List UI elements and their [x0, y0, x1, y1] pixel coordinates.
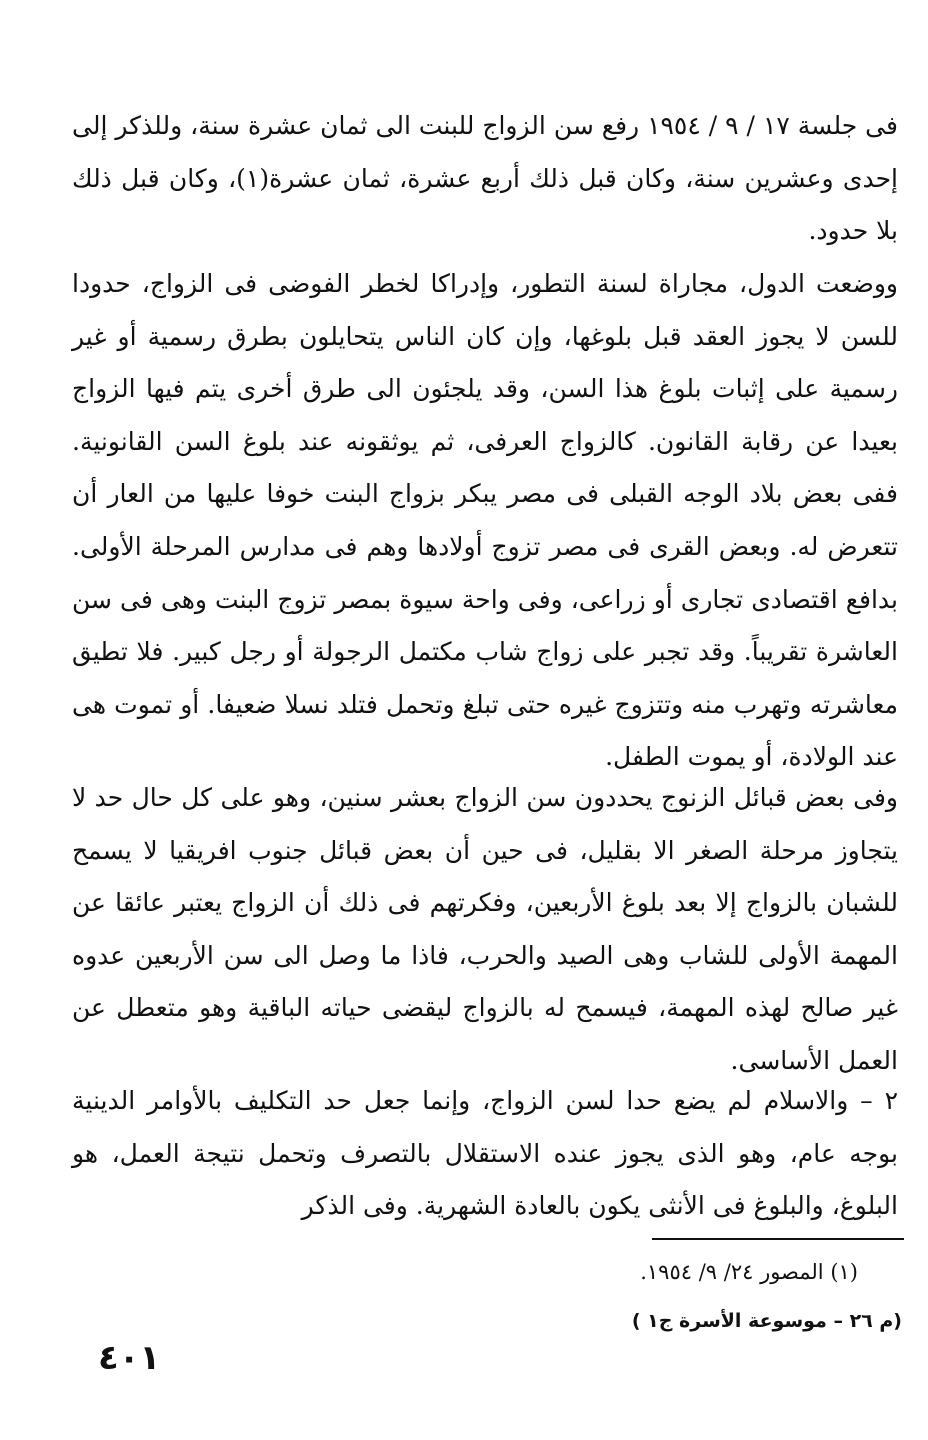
body-paragraph-3: وفى بعض قبائل الزنوج يحددون سن الزواج بعشر سنين، وهو على كل حال حد لا يتجاوز مرحلة الصغر الا بقليل، فى حين أن بعض قبائل جنوب افريقيا لا يسمح للشبان بالزواج إلا بعد بلوغ الأربعين، وفكرتهم فى ذلك أن الزواج يعتبر عائقا عن المهمة الأولى للشاب وهى الصيد والحرب، فاذا ما وصل الى سن الأربعين عدوه غير صالح لهذه المهمة، فيسمح له بالزواج ليقضى حياته الباقية وهو متعطل عن العمل الأساسى.: [72, 783, 898, 1075]
body-paragraph-1: فى جلسة ١٧ / ٩ / ١٩٥٤ رفع سن الزواج للبنت الى ثمان عشرة سنة، وللذكر إلى إحدى وعشرين سنة، وكان قبل ذلك أربع عشرة، ثمان عشرة(١)، وكان قبل ذلك بلا حدود.: [72, 111, 898, 246]
volume-signature-mark: (م ٢٦ – موسوعة الأسرة ج١ ): [631, 1310, 902, 1332]
body-paragraph-4: ٢ – والاسلام لم يضع حدا لسن الزواج، وإنما جعل حد التكليف بالأوامر الدينية بوجه عام، وهو الذى يجوز عنده الاستقلال بالتصرف وتحمل نتيجة العمل، هو البلوغ، والبلوغ فى الأنثى يكون بالعادة الشهرية. وفى الذكر: [72, 1086, 898, 1221]
body-paragraph-2: ووضعت الدول، مجاراة لسنة التطور، وإدراكا لخطر الفوضى فى الزواج، حدودا للسن لا يجوز العقد قبل بلوغها، وإن كان الناس يتحايلون بطرق رسمية أو غير رسمية على إثبات بلوغ هذا السن، وقد يلجئون الى طرق أخرى يتم فيها الزواج بعيدا عن رقابة القانون. كالزواج العرفى، ثم يوثقونه عند بلوغ السن القانونية. ففى بعض بلاد الوجه القبلى فى مصر يبكر بزواج البنت خوفا عليها من العار أن تتعرض له. وبعض القرى فى مصر تزوج أولادها وهم فى مدارس المرحلة الأولى. بدافع اقتصادى تجارى أو زراعى، وفى واحة سيوة بمصر تزوج البنت وهى فى سن العاشرة تقريباً. وقد تجبر على زواج شاب مكتمل الرجولة أو رجل كبير. فلا تطيق معاشرته وتهرب منه وتتزوج غيره حتى تبلغ وتحمل فتلد نسلا ضعيفا. أو تموت هى عند الولادة، أو يموت الطفل.: [72, 269, 898, 772]
footnote-divider: [652, 1238, 904, 1240]
footnote: (١) المصور ٢٤/ ٩/ ١٩٥٤.: [640, 1260, 858, 1284]
page-number: ٤٠١: [98, 1338, 161, 1378]
